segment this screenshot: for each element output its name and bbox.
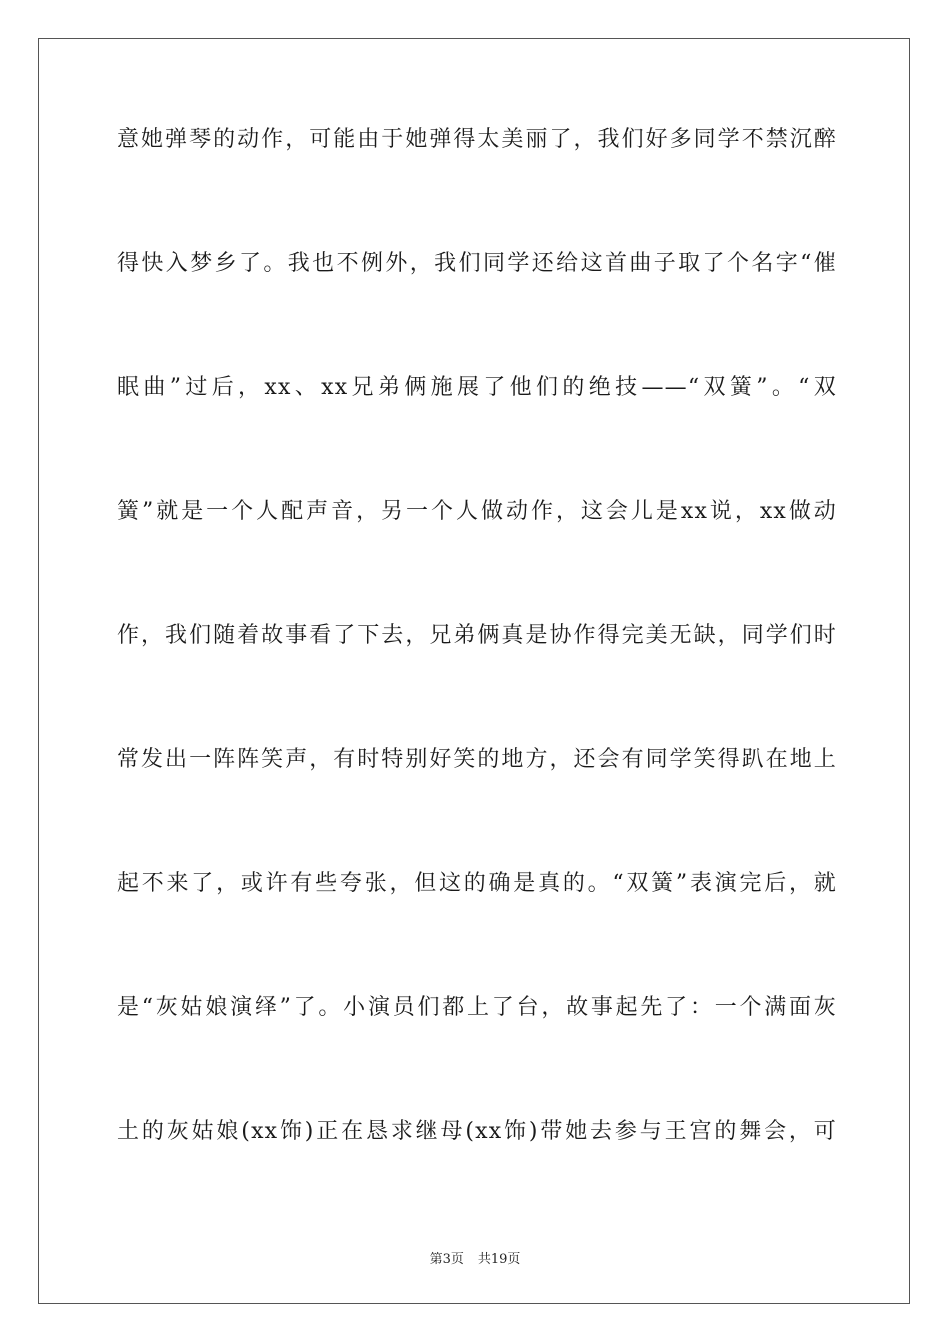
text-line: 意她弹琴的动作，可能由于她弹得太美丽了，我们好多同学不禁沉醉	[117, 127, 837, 152]
text-line: 作，我们随着故事看了下去，兄弟俩真是协作得完美无缺，同学们时	[117, 623, 837, 648]
text-line: 得快入梦乡了。我也不例外，我们同学还给这首曲子取了个名字“催	[117, 251, 837, 276]
text-line: 是“灰姑娘演绎”了。小演员们都上了台，故事起先了：一个满面灰	[117, 995, 837, 1020]
body-text	[117, 128, 837, 1244]
page-number: 第3页	[429, 1252, 464, 1267]
page-total: 共19页	[477, 1252, 521, 1267]
text-line: 土的灰姑娘(xx饰)正在恳求继母(xx饰)带她去参与王宫的舞会，可	[117, 1119, 837, 1144]
text-line: 眠曲”过后，xx、xx兄弟俩施展了他们的绝技——“双簧”。“双	[117, 375, 837, 400]
text-line: 起不来了，或许有些夸张，但这的确是真的。“双簧”表演完后，就	[117, 871, 837, 896]
page-footer	[0, 1248, 950, 1267]
text-line: 簧”就是一个人配声音，另一个人做动作，这会儿是xx说，xx做动	[117, 499, 837, 524]
text-line: 常发出一阵阵笑声，有时特别好笑的地方，还会有同学笑得趴在地上	[117, 747, 837, 772]
